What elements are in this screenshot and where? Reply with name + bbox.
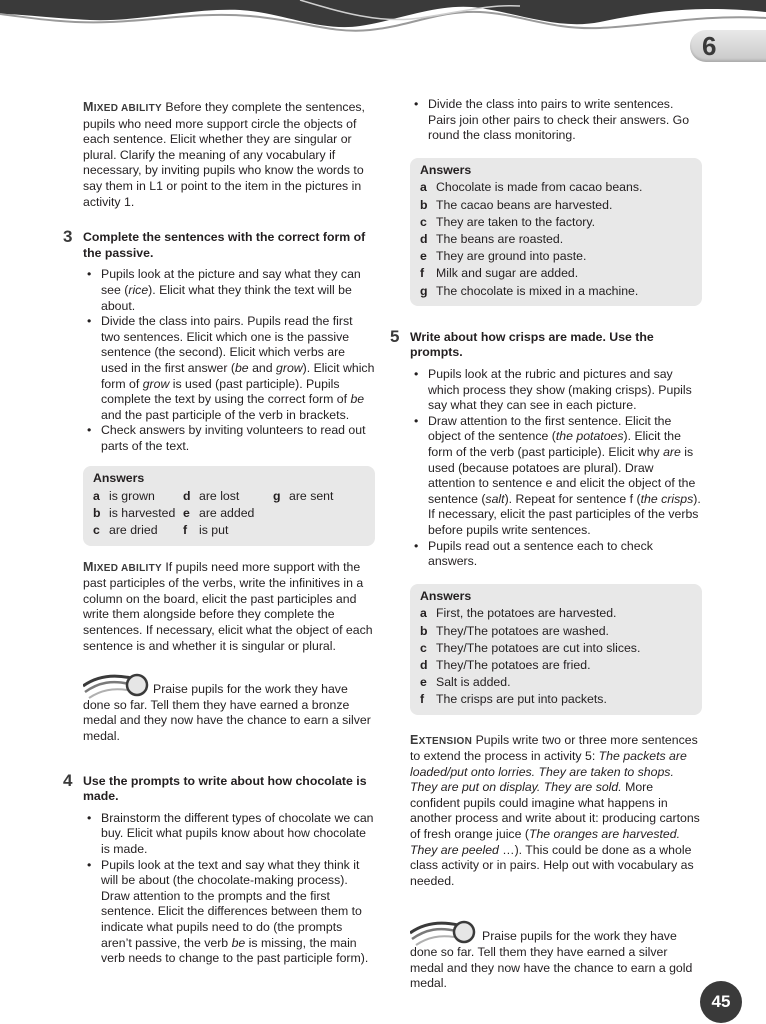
- answer-item: g The chocolate is mixed in a machine.: [420, 283, 639, 298]
- page-number: 45: [700, 981, 742, 1023]
- medal-note-silver: Praise pupils for the work they have done so far. Tell them they have earned a silver medal and they now have the chance to earn a gold medal.: [410, 929, 702, 991]
- answers-box-5: [410, 584, 702, 715]
- extension-note: EXTENSION Pupils write two or three more sentences to extend the process in activity 5: The packets are loaded/put onto lorries. They are taken to shops. They are put on display. They are sold. More confident pupils could imagine what happens in another process and write about it: producing cartons of fresh orange juice (The oranges are harvested. They are peeled …). This could be done as a whole class activity or in pairs. Help out with vocabulary as needed.: [410, 732, 700, 888]
- answers-heading: Answers: [93, 471, 145, 486]
- activity-title: Complete the sentences with the correct form of the passive.: [83, 230, 366, 260]
- step-item: • Pupils look at the text and say what they think it will be about (the chocolate-making process). Draw attention to the prompts and the first sentence. Elicit the differences between them to indicate what pupils need to do (the prompts aren’t passive, the verb be is missing, the main verb needs to change to the past participle form).: [101, 858, 375, 967]
- mixed-ability-label: MIXED ABILITY: [83, 559, 162, 574]
- answer-item: b They/The potatoes are washed.: [420, 623, 609, 638]
- answers-heading: Answers: [420, 588, 472, 603]
- activity-number: 4: [63, 770, 73, 790]
- activity-title: Use the prompts to write about how chocolate is made.: [83, 773, 367, 804]
- medal-icon: [83, 668, 149, 702]
- activity-steps: [83, 811, 375, 967]
- activity-steps: [410, 367, 702, 570]
- activity-number: 5: [390, 326, 400, 346]
- step-item: • Pupils look at the rubric and pictures and say which process they show (making crisps). Pupils say what they can see in each picture.: [428, 367, 702, 414]
- answer-item: a First, the potatoes are harvested.: [420, 606, 617, 621]
- answer-item: e They are ground into paste.: [420, 249, 587, 264]
- step-item: • Pupils look at the picture and say what they can see (rice). Elicit what they think the text will be about.: [101, 267, 375, 314]
- answers-grid: [93, 488, 365, 540]
- answer-item: d They/The potatoes are fried.: [420, 657, 591, 672]
- answer-item: b is harvested: [93, 506, 176, 521]
- answer-item: a Chocolate is made from cacao beans.: [420, 180, 643, 195]
- medal-icon: [410, 915, 476, 949]
- step-item: • Divide the class into pairs to write sentences. Pairs join other pairs to check their answers. Go round the class monitoring.: [428, 97, 702, 144]
- answers-box-4: [410, 158, 702, 306]
- header-banner: [0, 0, 766, 70]
- step-item: • Draw attention to the first sentence. Elicit the object of the sentence (the potatoes). Elicit the form of the verb (past participle). Elicit why are is used (because potatoes are plural). Draw attention to sentence e and elicit the object of the sentence (salt). Repeat for sentence f (the crisps). If necessary, elicit the past participles of the verbs before pupils write sentences.: [428, 414, 702, 539]
- answer-item: f The crisps are put into packets.: [420, 692, 607, 707]
- activity-4-steps-continued: [410, 97, 702, 144]
- chapter-number: 6: [702, 31, 717, 61]
- answer-item: a is grown: [93, 489, 155, 504]
- answer-item: e Salt is added.: [420, 675, 511, 690]
- step-item: • Pupils read out a sentence each to check answers.: [428, 539, 702, 570]
- answer-item: g are sent: [273, 489, 334, 504]
- left-column: [63, 100, 375, 967]
- answer-item: f Milk and sugar are added.: [420, 266, 579, 281]
- answer-item: e are added: [183, 506, 255, 521]
- chapter-tab: [690, 30, 766, 62]
- step-item: • Divide the class into pairs. Pupils read the first two sentences. Elicit which one is the passive sentence (the second). Elicit which verbs are used in the first answer (be and grow). Elicit which form of grow is used (past participle). Pupils complete the text by using the correct form of be and the past participle of the verb in brackets.: [101, 314, 375, 423]
- activity-4: [63, 770, 375, 967]
- right-column: [390, 97, 702, 992]
- answer-item: f is put: [183, 523, 229, 538]
- activity-steps: [83, 267, 375, 454]
- activity-5: [390, 326, 702, 570]
- answer-item: c They are taken to the factory.: [420, 214, 596, 229]
- answers-box-3: [83, 466, 375, 545]
- activity-3: [63, 227, 375, 454]
- step-item: • Check answers by inviting volunteers to read out parts of the text.: [101, 423, 375, 454]
- answer-item: [273, 522, 363, 539]
- mixed-ability-label: MIXED ABILITY: [83, 100, 162, 114]
- mixed-ability-note-2: MIXED ABILITY If pupils need more support with the past participles of the verbs, write the infinitives in a column on the board, elicit the past participles and write them alongside before they complete the sentences. If necessary, elicit what the object of each sentence is and whether it is singular or plural.: [83, 559, 373, 653]
- mixed-ability-note-1: MIXED ABILITY Before they complete the sentences, pupils who need more support circle the objects of each sentence. Elicit whether they are singular or plural. Clarify the meaning of any vocabulary if necessary, by inviting pupils who know the words to say them in L1 or point to the item in the pictures in activity 1.: [83, 100, 365, 209]
- step-item: • Brainstorm the different types of chocolate we can buy. Elicit what pupils know about how chocolate is made.: [101, 811, 375, 858]
- answer-item: b The cacao beans are harvested.: [420, 197, 613, 212]
- answer-item: [273, 505, 363, 522]
- answer-item: c They/The potatoes are cut into slices.: [420, 640, 641, 655]
- answer-item: d are lost: [183, 489, 240, 504]
- answer-item: c are dried: [93, 523, 158, 538]
- activity-number: 3: [63, 227, 73, 247]
- medal-note-bronze: Praise pupils for the work they have done so far. Tell them they have earned a bronze medal and they now have the chance to earn a silver medal.: [83, 682, 375, 744]
- activity-title: Write about how crisps are made. Use the prompts.: [410, 329, 654, 360]
- answers-heading: Answers: [420, 162, 472, 177]
- extension-label: EXTENSION: [410, 732, 473, 747]
- answer-item: d The beans are roasted.: [420, 231, 564, 246]
